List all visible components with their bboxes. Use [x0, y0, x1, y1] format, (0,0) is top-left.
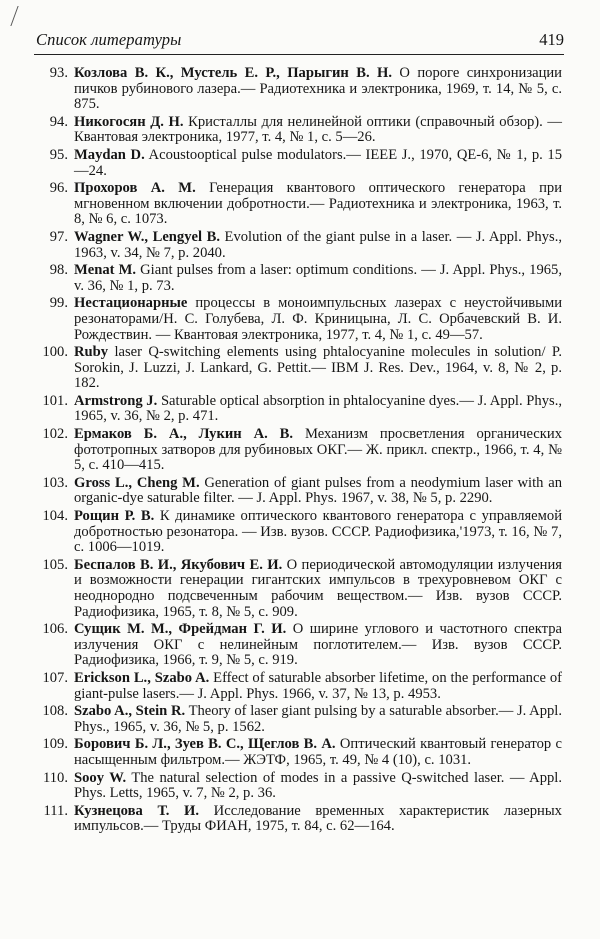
reference-item	[38, 671, 562, 702]
reference-number: 104.	[42, 508, 68, 525]
reference-item	[38, 181, 562, 228]
reference-citation: Generation of giant pulses from a neodymium laser with an organic-dye saturable filter. — J. Appl. Phys. 1967, v. 38, № 5, p. 2290.	[74, 474, 562, 507]
reference-authors: Maydan D.	[74, 146, 145, 163]
reference-citation: К динамике оптического квантового генератора с управляемой добротностью резонатора. — Изв. вузов. СССР. Радиофизика,'1973, т. 16, № 7, с. 1006—1019.	[74, 508, 563, 556]
reference-citation: Effect of saturable absorber lifetime, on the performance of giant-pulse lasers.— J. Appl. Phys. 1966, v. 37, № 13, p. 4953.	[74, 669, 562, 702]
reference-number: 106.	[42, 621, 68, 638]
section-title: Список литературы	[36, 30, 182, 49]
reference-number: 108.	[42, 703, 68, 720]
reference-citation: О периодической автомодуляции излучения и возможности генерации гигантских импульсов в трехуровневом ОКГ с неоднородно подсвеченным рабочим веществом.— Изв. вузов СССР. Радиофизика, 1965, т. 8, № 5, с. 909.	[74, 556, 562, 620]
reference-item	[38, 394, 562, 425]
reference-item	[38, 771, 562, 802]
reference-citation: процессы в моноимпульсных лазерах с неустойчивыми резонаторами/Н. С. Голубева, Л. Ф. Криницына, Л. С. Орбачевский В. И. Рождествин. — Квантовая электроника, 1977, т. 4, № 1, с. 49—57.	[74, 295, 563, 343]
reference-text	[74, 804, 562, 835]
reference-item	[38, 804, 562, 835]
reference-number: 97.	[49, 228, 68, 245]
reference-text	[74, 230, 562, 261]
reference-number: 103.	[42, 474, 68, 491]
reference-item	[38, 558, 562, 620]
reference-authors: Беспалов В. И., Якубович Е. И.	[74, 556, 283, 573]
reference-text	[74, 263, 562, 294]
reference-citation: О ширине углового и частотного спектра излучения ОКГ с нелинейным поглотителем.— Изв. вузов СССР. Радиофизика, 1966, т. 9, № 5, с. 919.	[74, 621, 562, 669]
reference-item	[38, 230, 562, 261]
reference-item	[38, 704, 562, 735]
reference-text	[74, 66, 562, 113]
reference-citation: О пороге синхронизации пичков рубинового лазера.— Радиотехника и электроника, 1969, т. 14, № 5, с. 875.	[74, 65, 562, 113]
reference-citation: Theory of laser giant pulsing by a saturable absorber.— J. Appl. Phys., 1965, v. 36, № 5, p. 1562.	[74, 703, 563, 735]
reference-citation: Acoustooptical pulse modulators.— IEEE J., 1970, QE-6, № 1, p. 15—24.	[74, 146, 562, 179]
reference-authors: Menat M.	[74, 262, 137, 279]
page-header	[34, 28, 564, 55]
reference-number: 99.	[49, 295, 68, 312]
reference-authors: Erickson L., Szabo A.	[74, 669, 210, 686]
reference-number: 101.	[42, 392, 68, 409]
reference-number: 96.	[49, 180, 68, 197]
reference-authors: Gross L., Cheng M.	[74, 474, 200, 491]
reference-text	[74, 345, 562, 392]
reference-citation: Giant pulses from a laser: optimum conditions. — J. Appl. Phys., 1965, v. 36, № 1, p. 73.	[74, 262, 562, 294]
reference-text	[74, 737, 562, 768]
reference-text	[74, 476, 562, 507]
reference-text	[74, 427, 562, 474]
reference-text	[74, 115, 562, 146]
reference-number: 111.	[43, 802, 68, 819]
reference-text	[74, 704, 562, 735]
reference-text	[74, 509, 562, 556]
reference-authors: Sooy W.	[74, 769, 127, 786]
reference-number: 95.	[49, 146, 68, 163]
reference-item	[38, 476, 562, 507]
reference-citation: Saturable optical absorption in phtalocyanine dyes.— J. Appl. Phys., 1965, v. 36, № 2, p. 471.	[74, 392, 562, 425]
reference-authors: Борович Б. Л., Зуев В. С., Щеглов В. А.	[74, 736, 336, 753]
reference-authors: Ruby	[74, 344, 109, 361]
reference-number: 102.	[42, 426, 68, 443]
reference-citation: Оптический квантовый генератор с насыщенным фильтром.— ЖЭТФ, 1965, т. 49, № 4 (10), с. 1031.	[74, 736, 562, 768]
reference-item	[38, 427, 562, 474]
reference-number: 98.	[49, 262, 68, 279]
reference-citation: Кристаллы для нелинейной оптики (справочный обзор). — Квантовая электроника, 1977, т. 4, № 1, с. 5—26.	[74, 113, 562, 146]
reference-list	[38, 66, 562, 837]
reference-item	[38, 622, 562, 669]
reference-authors: Armstrong J.	[74, 392, 158, 409]
reference-item	[38, 263, 562, 294]
reference-item	[38, 509, 562, 556]
reference-authors: Рощин Р. В.	[74, 508, 155, 525]
reference-number: 105.	[42, 556, 68, 573]
reference-number: 109.	[42, 736, 68, 753]
reference-citation: The natural selection of modes in a passive Q-switched laser. — Appl. Phys. Letts, 1965, v. 7, № 2, p. 36.	[74, 769, 562, 802]
reference-item	[38, 148, 562, 179]
reference-text	[74, 181, 562, 228]
reference-text	[74, 296, 562, 343]
reference-number: 93.	[49, 65, 68, 81]
reference-text	[74, 148, 562, 179]
reference-citation: laser Q-switching elements using phtalocyanine molecules in solution/ P. Sorokin, J. Luzzi, J. Lankard, G. Pettit.— IBM J. Res. Dev., 1964, v. 8, № 2, p. 182.	[74, 344, 563, 392]
reference-authors: Никогосян Д. Н.	[74, 113, 184, 130]
reference-text	[74, 622, 562, 669]
reference-authors: Szabo A., Stein R.	[74, 703, 186, 720]
reference-citation: Исследование временных характеристик лазерных импульсов.— Труды ФИАН, 1975, т. 84, с. 62—164.	[74, 802, 562, 835]
reference-item	[38, 345, 562, 392]
reference-item	[38, 296, 562, 343]
reference-authors: Нестационарные	[74, 295, 188, 312]
reference-authors: Сущик М. М., Фрейдман Г. И.	[74, 621, 287, 638]
reference-text	[74, 771, 562, 802]
reference-authors: Прохоров А. М.	[74, 180, 196, 197]
reference-authors: Козлова В. К., Мустель Е. Р., Парыгин В. Н.	[74, 65, 392, 81]
reference-citation: Механизм просветления органических фототропных затворов для рубиновых ОКГ.— Ж. прикл. спектр., 1966, т. 4, № 5, с. 410—415.	[74, 426, 562, 474]
reference-citation: Evolution of the giant pulse in a laser. — J. Appl. Phys., 1963, v. 34, № 7, p. 2040.	[74, 228, 562, 261]
page-number: 419	[539, 30, 564, 49]
reference-citation: Генерация квантового оптического генератора при мгновенном включении добротности.— Радиотехника и электроника, 1963, т. 8, № 6, с. 1073.	[74, 180, 563, 228]
reference-item	[38, 66, 562, 113]
reference-number: 100.	[42, 344, 68, 361]
reference-number: 110.	[43, 769, 68, 786]
reference-authors: Кузнецова Т. И.	[74, 802, 200, 819]
reference-item	[38, 115, 562, 146]
reference-text	[74, 394, 562, 425]
margin-mark	[10, 6, 28, 26]
reference-authors: Ермаков Б. А., Лукин А. В.	[74, 426, 294, 443]
reference-authors: Wagner W., Lengyel B.	[74, 228, 220, 245]
reference-text	[74, 671, 562, 702]
reference-text	[74, 558, 562, 620]
reference-number: 94.	[49, 113, 68, 130]
reference-item	[38, 737, 562, 768]
reference-number: 107.	[42, 669, 68, 686]
